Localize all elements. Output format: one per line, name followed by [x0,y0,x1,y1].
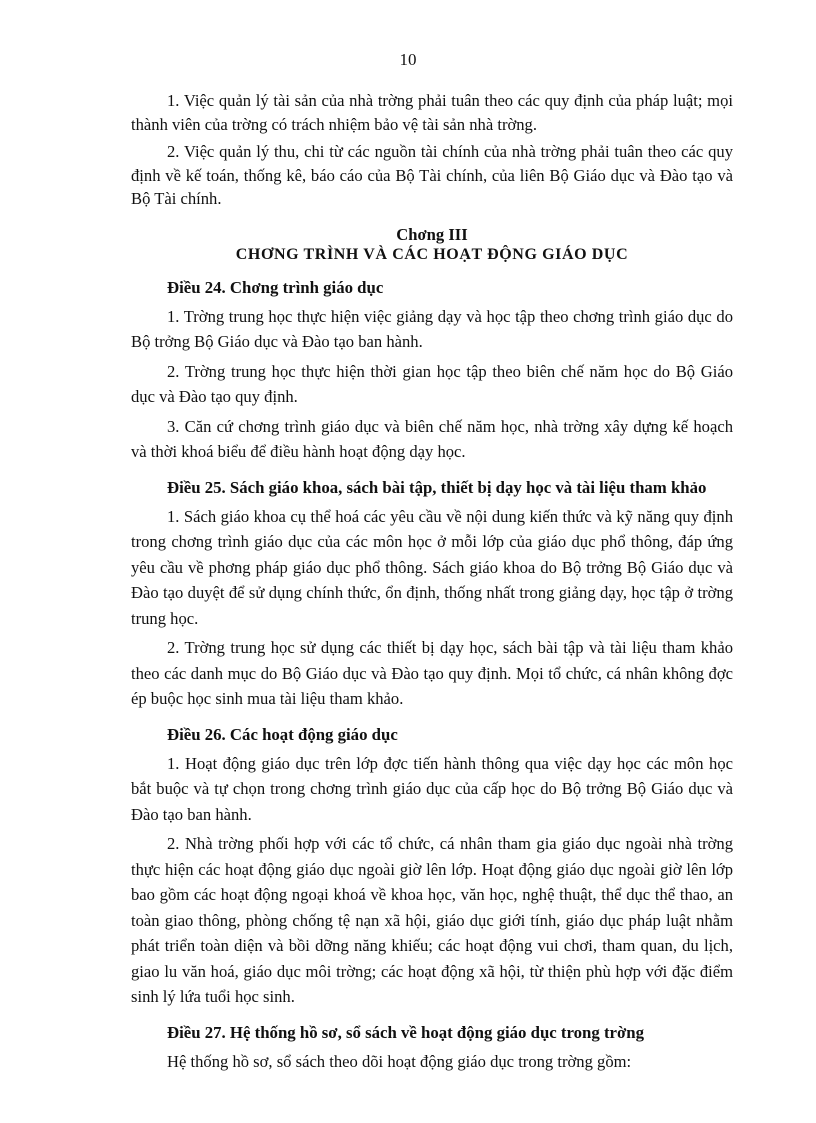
paragraph-asset-management: 1. Việc quản lý tài sản của nhà trờng phải tuân theo các quy định của pháp luật; mọi thành viên của trờng có trách nhiệm bảo vệ tài sản nhà trờng. [131,91,733,134]
chapter-title: Chơng III [396,224,468,244]
page-number: 10 [399,50,417,69]
article-25-paragraph: 1. Sách giáo khoa cụ thể hoá các yêu cầu về nội dung kiến thức và kỹ năng quy định trong chơng trình giáo dục của các môn học ở mỗi lớp của giáo dục phổ thông, đáp ứng yêu cầu về phơng pháp giáo dục phổ thông. Sách giáo khoa do Bộ trởng Bộ Giáo dục và Đào tạo duyệt để sử dụng chính thức, ổn định, thống nhất trong giảng dạy, học tập ở trờng trung học. [131,506,733,628]
article-27-paragraph: Hệ thống hồ sơ, sổ sách theo dõi hoạt động giáo dục trong trờng gồm: [167,1051,632,1071]
paragraph-finance-management: 2. Việc quản lý thu, chi từ các nguồn tài chính của nhà trờng phải tuân theo các quy định về kế toán, thống kê, báo cáo của Bộ Tài chính, của liên Bộ Giáo dục và Đào tạo và Bộ Tài chính. [131,142,733,208]
page-content [131,89,733,1078]
article-24-heading: Điều 24. Chơng trình giáo dục [167,277,384,297]
article-24-paragraph: 3. Căn cứ chơng trình giáo dục và biên chế năm học, nhà trờng xây dựng kế hoạch và thời khoá biểu để điều hành hoạt động dạy học. [131,416,733,461]
chapter-subtitle: CHƠNG TRÌNH VÀ CÁC HOẠT ĐỘNG GIÁO DỤC [235,245,629,263]
article-24-paragraph: 1. Trờng trung học thực hiện việc giảng dạy và học tập theo chơng trình giáo dục do Bộ trởng Bộ Giáo dục và Đào tạo ban hành. [131,306,733,351]
article-25-paragraph: 2. Trờng trung học sử dụng các thiết bị dạy học, sách bài tập và tài liệu tham khảo theo các danh mục do Bộ Giáo dục và Đào tạo quy định. Mọi tổ chức, cá nhân không đợc ép buộc học sinh mua tài liệu tham khảo. [131,638,733,708]
article-24-paragraph: 2. Trờng trung học thực hiện thời gian học tập theo biên chế năm học do Bộ Giáo dục và Đào tạo quy định. [131,361,733,406]
article-27-heading: Điều 27. Hệ thống hồ sơ, sổ sách về hoạt động giáo dục trong trờng [167,1022,645,1042]
article-26-paragraph: 1. Hoạt động giáo dục trên lớp đợc tiến hành thông qua việc dạy học các môn học bắt buộc và tự chọn trong chơng trình giáo dục của cấp học do Bộ trởng Bộ Giáo dục và Đào tạo ban hành. [131,753,733,824]
article-25-heading: Điều 25. Sách giáo khoa, sách bài tập, thiết bị dạy học và tài liệu tham khảo [167,477,707,497]
article-26-heading: Điều 26. Các hoạt động giáo dục [167,724,398,744]
article-26-paragraph: 2. Nhà trờng phối hợp với các tổ chức, cá nhân tham gia giáo dục ngoài nhà trờng thực hiện các hoạt động giáo dục ngoài giờ lên lớp. Hoạt động giáo dục ngoài giờ lên lớp bao gồm các hoạt động ngoại khoá về khoa học, văn học, nghệ thuật, thể dục thể thao, an toàn giao thông, phòng chống tệ nạn xã hội, giáo dục giới tính, giáo dục pháp luật nhằm phát triển toàn diện và bồi dỡng năng khiếu; các hoạt động vui chơi, tham quan, du lịch, giao lu văn hoá, giáo dục môi trờng; các hoạt động xã hội, từ thiện phù hợp với đặc điểm sinh lý lứa tuổi học sinh. [131,834,733,1006]
